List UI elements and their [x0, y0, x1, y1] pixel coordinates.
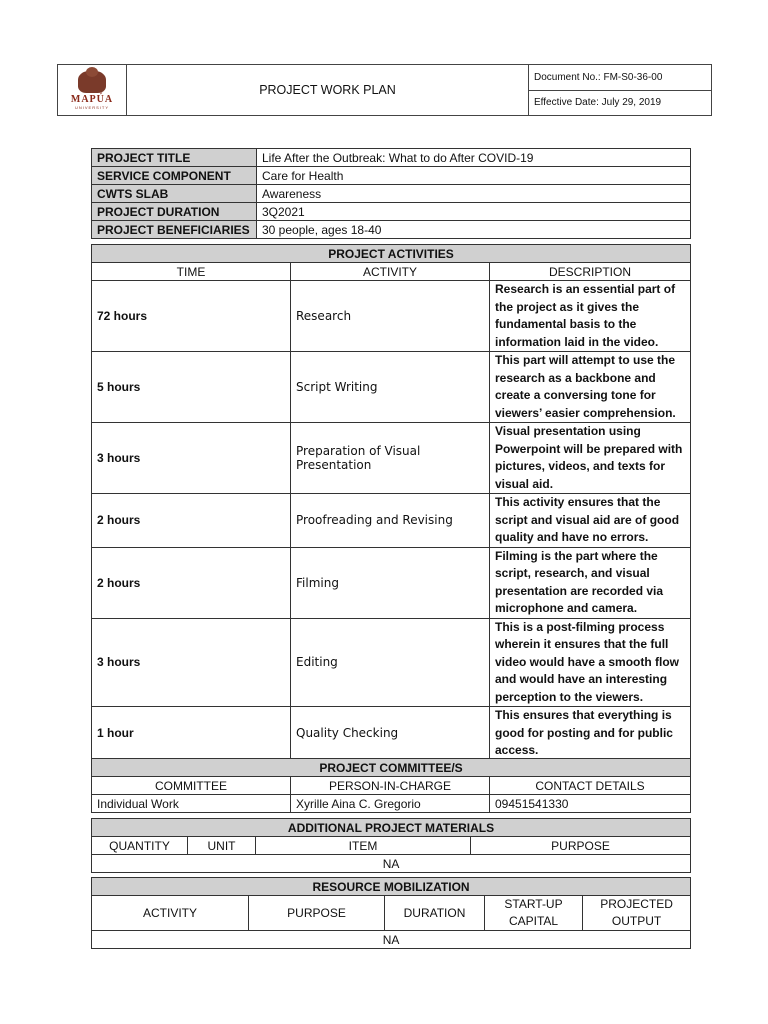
info-label: PROJECT DURATION: [92, 203, 257, 221]
info-label: PROJECT TITLE: [92, 149, 257, 167]
activity-description: Research is an essential part of the project as it gives the fundamental basis to the information laid in the video.: [490, 281, 691, 352]
column-header: TIME: [92, 263, 291, 281]
info-row: [92, 221, 691, 239]
na-value: NA: [92, 855, 691, 873]
column-header: PURPOSE: [249, 896, 385, 931]
activity-time: 1 hour: [92, 707, 291, 761]
activity-description: This ensures that everything is good for posting and for public access.: [490, 707, 691, 761]
document-header: [57, 64, 712, 116]
activity-name: Research: [291, 281, 490, 352]
na-value: NA: [92, 931, 691, 949]
activity-name: Script Writing: [291, 352, 490, 423]
info-label: PROJECT BENEFICIARIES: [92, 221, 257, 239]
activity-description: Visual presentation using Powerpoint will be prepared with pictures, videos, and texts for visual aid.: [490, 423, 691, 494]
activity-time: 72 hours: [92, 281, 291, 352]
activity-time: 2 hours: [92, 547, 291, 618]
column-header: QUANTITY: [92, 837, 188, 855]
column-header: PURPOSE: [471, 837, 691, 855]
table-row: [92, 618, 691, 707]
project-activities-table: [91, 244, 691, 761]
materials-table: [91, 818, 691, 873]
column-header: ACTIVITY: [291, 263, 490, 281]
column-header: START-UP CAPITAL: [485, 896, 583, 931]
activity-description: This activity ensures that the script and visual aid are of good quality and have no errors.: [490, 494, 691, 548]
university-logo: [62, 67, 122, 111]
document-number: Document No.: FM-S0-36-00: [529, 65, 712, 91]
logo-subtext: UNIVERSITY: [74, 104, 109, 110]
table-row: [92, 352, 691, 423]
info-row: [92, 185, 691, 203]
info-row: [92, 149, 691, 167]
column-header: DESCRIPTION: [490, 263, 691, 281]
column-header: PERSON-IN-CHARGE: [291, 777, 490, 795]
info-label: SERVICE COMPONENT: [92, 167, 257, 185]
activity-time: 3 hours: [92, 423, 291, 494]
document-title: PROJECT WORK PLAN: [127, 65, 529, 116]
logo-cell: [58, 65, 127, 116]
activity-time: 3 hours: [92, 618, 291, 707]
activity-name: Editing: [291, 618, 490, 707]
info-value: 3Q2021: [257, 203, 691, 221]
column-header: ACTIVITY: [92, 896, 249, 931]
activity-description: Filming is the part where the script, research, and visual presentation are recorded via microphone and camera.: [490, 547, 691, 618]
table-row: [92, 547, 691, 618]
info-value: Life After the Outbreak: What to do After COVID-19: [257, 149, 691, 167]
committee-name: Individual Work: [92, 795, 291, 813]
section-heading: RESOURCE MOBILIZATION: [92, 878, 691, 896]
project-info-table: [91, 148, 691, 239]
table-row: [92, 707, 691, 761]
person-in-charge: Xyrille Aina C. Gregorio: [291, 795, 490, 813]
activity-description: This part will attempt to use the research as a backbone and create a conversing tone for viewers’ easier comprehension.: [490, 352, 691, 423]
committee-table: [91, 758, 691, 813]
logo-text: MAPÚA: [70, 93, 114, 105]
activity-description: This is a post-filming process wherein it ensures that the full video would have a smooth flow and would have an interesting perception to the viewers.: [490, 618, 691, 707]
activity-time: 2 hours: [92, 494, 291, 548]
contact-details: 09451541330: [490, 795, 691, 813]
column-header: UNIT: [188, 837, 256, 855]
info-value: Awareness: [257, 185, 691, 203]
info-value: Care for Health: [257, 167, 691, 185]
resource-mobilization-table: [91, 877, 691, 949]
column-header: DURATION: [385, 896, 485, 931]
activity-name: Preparation of Visual Presentation: [291, 423, 490, 494]
table-row: [92, 281, 691, 352]
table-row: [92, 423, 691, 494]
section-heading: PROJECT ACTIVITIES: [92, 245, 691, 263]
info-row: [92, 167, 691, 185]
activity-name: Quality Checking: [291, 707, 490, 761]
column-header: ITEM: [256, 837, 471, 855]
column-header: CONTACT DETAILS: [490, 777, 691, 795]
section-heading: ADDITIONAL PROJECT MATERIALS: [92, 819, 691, 837]
activity-time: 5 hours: [92, 352, 291, 423]
info-value: 30 people, ages 18-40: [257, 221, 691, 239]
effective-date: Effective Date: July 29, 2019: [529, 90, 712, 116]
section-heading: PROJECT COMMITTEE/S: [92, 759, 691, 777]
info-row: [92, 203, 691, 221]
table-row: [92, 795, 691, 813]
info-label: CWTS SLAB: [92, 185, 257, 203]
column-header: PROJECTED OUTPUT: [583, 896, 691, 931]
activity-name: Filming: [291, 547, 490, 618]
column-header: COMMITTEE: [92, 777, 291, 795]
table-row: [92, 494, 691, 548]
activity-name: Proofreading and Revising: [291, 494, 490, 548]
